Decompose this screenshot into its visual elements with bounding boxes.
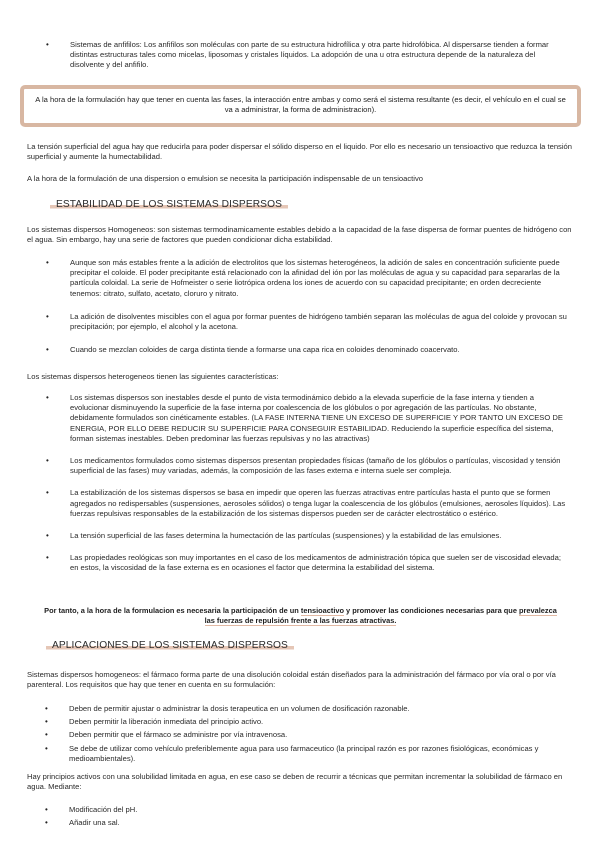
- paragraph-tension: La tensión superficial del agua hay que reducirla para poder dispersar el sólido disperso en el liquido. Por ello es necesario un tensioactivo que reduzca la tensión superficial y aumente la humectabilidad.: [27, 142, 572, 162]
- intro-list: [70, 40, 560, 71]
- list-item: • Añadir una sal.: [69, 818, 569, 828]
- list-item: • La adición de disolventes miscibles con el agua por formar puentes de hidrógeno también separan las moléculas de agua del coloide y provocan su precipitación; por ejemplo, el alcohol y la acetona.: [70, 312, 570, 332]
- underlined-term: tensioactivo: [300, 606, 344, 615]
- list-item: • La estabilización de los sistemas dispersos se basa en impedir que operen las fuerzas atractivas entre partículas hasta el punto que se formen agregados no redispersables (suspensiones, aerosoles sólidos) o tenga lugar la coalescencia de los glóbulos (emulsiones, aerosoles líquidos). Las fuerzas repulsivas responsables de la estabilización de los sistemas dispersos pueden ser de carácter electrostático o estérico.: [70, 488, 570, 519]
- paragraph-solubilidad: Hay principios activos con una solubilidad limitada en agua, en ese caso se deben de recurrir a técnicas que permitan incrementar la solubilidad de fármaco en agua. Mediante:: [27, 772, 563, 792]
- list-item: • Sistemas de anfifilos: Los anfifilos son moléculas con parte de su estructura hidrofílica y otra parte hidrofóbica. Al dispersarse tienden a formar distintas estructuras tales como micelas, liposomas y cristales líquidos. La adopción de una u otra estructura depende de la naturaleza del disolvente y del anfifilo.: [70, 40, 560, 71]
- list-item: • La tensión superficial de las fases determina la humectación de las partículas (suspensiones) y la estabilidad de las emulsiones.: [70, 531, 570, 541]
- callout-box: [20, 85, 581, 127]
- paragraph-tensioactivo: A la hora de la formulación de una dispersion o emulsion se necesita la participación indispensable de un tensioactivo: [27, 174, 423, 183]
- list-item: • Modificación del pH.: [69, 805, 569, 815]
- paragraph-aplicaciones: Sistemas dispersos homogeneos: el fármaco forma parte de una disolución coloidal están diseñados para la administración del fármaco por vía oral o por vía parenteral. Los requisitos que hay que tener en cuenta en su formulación:: [27, 670, 556, 690]
- homogeneos-list: [70, 258, 570, 355]
- underlined-phrase: las fuerzas de repulsión frente a las fuerzas atractivas.: [204, 616, 397, 626]
- requisitos-list: [69, 704, 569, 764]
- underlined-term: prevalezca: [519, 606, 557, 615]
- conclusion-text: Por tanto, a la hora de la formulacion es necesaria la participación de un tensioactivo y promover las condiciones necesarias para que prevalezca las fuerzas de repulsión frente a las fuerzas atractivas.: [44, 606, 557, 626]
- metodos-list: [69, 805, 569, 828]
- heterogeneos-list: [70, 393, 570, 574]
- list-item: • Se debe de utilizar como vehículo preferiblemente agua para uso farmaceutico (la principal razón es por razones fisiológicas, económicas y medioambientales).: [69, 744, 569, 764]
- callout-text: A la hora de la formulación hay que tener en cuenta las fases, la interacción entre ambas y como será el sistema resultante (es decir, el vehículo en el cual se va a administrar, la forma de administracion).: [35, 95, 566, 115]
- list-item: • Los sistemas dispersos son inestables desde el punto de vista termodinámico debido a la elevada superficie de la fase interna y tienden a evolucionar disminuyendo la superficie de la fase interna por coalescencia de los glóbulos o por agregación de las partículas. No obstante, debidamente formulados son cinéticamente estables. (LA FASE INTERNA TIENE UN EXCESO DE SUPERFICIE Y POR TANTO UN EXCESO DE ENERGIA, POR ELLO DEBE REDUCIR SU SUPERFICIE PARA CONSEGUIR ESTABILIDAD. Reduciendo la superficie específica del sistema, forman sistemas inestables. Deben predominar las fuerzas repulsivas y no las atractivas): [70, 393, 570, 444]
- heading-aplicaciones: APLICACIONES DE LOS SISTEMAS DISPERSOS: [46, 640, 294, 652]
- list-item: • Los medicamentos formulados como sistemas dispersos presentan propiedades físicas (tamaño de los glóbulos o partículas, viscosidad y tensión superficial de las fases) muy variadas, además, la composición de las fases externa e interna suele ser compleja.: [70, 456, 570, 476]
- list-item: • Deben de permitir ajustar o administrar la dosis terapeutica en un volumen de dosificación razonable.: [69, 704, 569, 714]
- list-item: • Cuando se mezclan coloides de carga distinta tiende a formarse una capa rica en coloides denominado coacervato.: [70, 345, 570, 355]
- paragraph-homogeneos: Los sistemas dispersos Homogeneos: son sistemas termodinamicamente estables debido a la capacidad de la fase dispersa de formar puentes de hidrógeno con el agua. Sin embargo, hay una serie de factores que pueden condicionar dicha estabilidad.: [27, 225, 572, 245]
- list-item: • Aunque son más estables frente a la adición de electrolitos que los sistemas heterogéneos, la adición de sales en concentración suficiente puede precipitar el coloide. El poder precipitante está relacionado con la afinidad del ión por las moléculas de agua y su capacidad para separarlas de la partícula coloidal. La serie de Hofmeister o serie liotrópica ordena los iones de acuerdo con su capacidad precipitante; en orden decreciente tenemos: citrato, sulfato, acetato, cloruro y nitrato.: [70, 258, 570, 299]
- list-item: • Las propiedades reológicas son muy importantes en el caso de los medicamentos de administración tópica que suelen ser de viscosidad elevada; en estos, la viscosidad de la fase externa es en ocasiones el factor que determina la estabilidad del sistema.: [70, 553, 570, 573]
- paragraph-heterogeneos: Los sistemas dispersos heterogeneos tienen las siguientes características:: [27, 372, 279, 381]
- list-item: • Deben permitir la liberación inmediata del principio activo.: [69, 717, 569, 727]
- heading-estabilidad: ESTABILIDAD DE LOS SISTEMAS DISPERSOS: [50, 199, 288, 211]
- list-item: • Deben permitir que el fármaco se administre por vía intravenosa.: [69, 730, 569, 740]
